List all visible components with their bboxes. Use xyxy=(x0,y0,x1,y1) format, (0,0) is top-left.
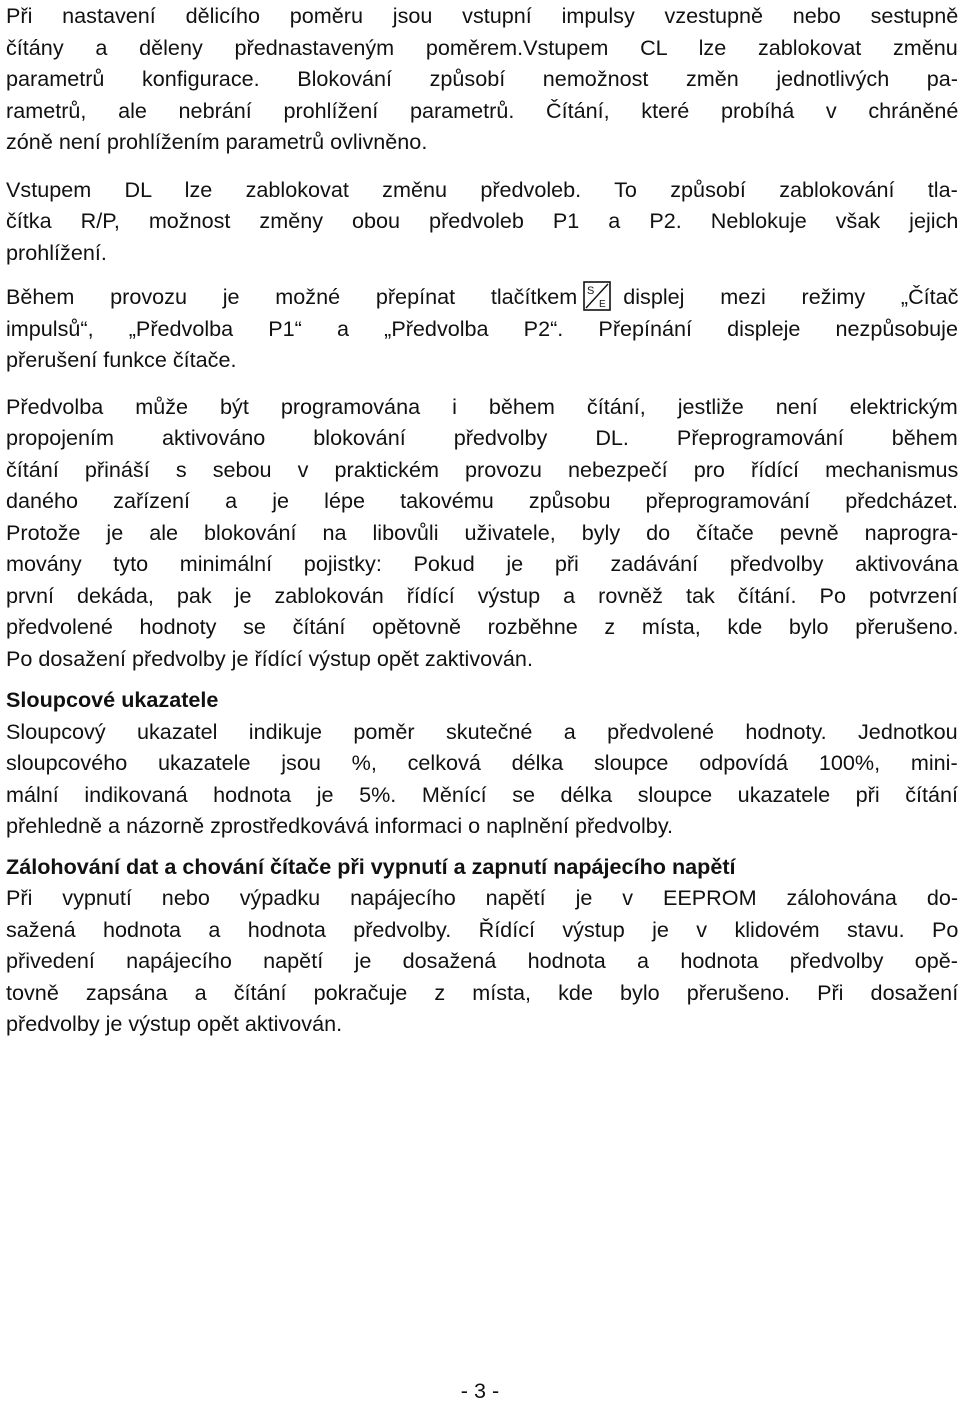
section-heading-data-backup: Zálohování dat a chování čítače při vypnutí a zapnutí napájecího napětí xyxy=(6,853,736,879)
paragraph-divider-setting xyxy=(6,0,958,158)
text-line: prohlížení. xyxy=(6,239,107,265)
page-number: - 3 - xyxy=(460,1378,500,1403)
text-line: Po dosažení předvolby je řídící výstup opět zaktivován. xyxy=(6,645,533,671)
icon-label-bottom: E xyxy=(599,299,606,310)
text-line: přehledně a názorně zprostředkovává informaci o naplnění předvolby. xyxy=(6,813,674,838)
text-line: movány tyto minimální pojistky: Pokud je při zadávání předvolby aktivována xyxy=(6,551,959,576)
text-line: Při vypnutí nebo výpadku napájecího napětí je v EEPROM zálohována do- xyxy=(6,885,959,910)
text-line: daného zařízení a je lépe takovému způsobu přeprogramování předcházet. xyxy=(6,488,959,513)
paragraph-bar-indicators xyxy=(6,716,958,842)
text-line: parametrů konfigurace. Blokování způsobí nemožnost změn jednotlivých pa- xyxy=(6,66,958,91)
text-line: přerušení funkce čítače. xyxy=(6,347,237,372)
text-line xyxy=(6,281,958,313)
text-line: Protože je ale blokování na libovůli uživatele, byly do čítače pevně naprogra- xyxy=(6,519,959,545)
text-line: Sloupcový ukazatel indikuje poměr skutečné a předvolené hodnoty. Jednotkou xyxy=(6,718,958,744)
text-line: Předvolba může být programována i během čítání, jestliže není elektrickým xyxy=(6,393,958,419)
set-enter-key-icon xyxy=(583,281,611,311)
text-line: předvolby je výstup opět aktivován. xyxy=(6,1011,343,1036)
text-line: čítka R/P, možnost změny obou předvoleb P1 a P2. Neblokuje však jejich xyxy=(6,208,959,233)
text-line: sloupcového ukazatele jsou %, celková délka sloupce odpovídá 100%, mini- xyxy=(6,750,958,775)
document-page xyxy=(6,0,958,1040)
text-line: sažená hodnota a hodnota předvolby. Řídící výstup je v klidovém stavu. Po xyxy=(6,916,959,942)
section-heading-bar-indicators: Sloupcové ukazatele xyxy=(6,687,219,712)
text-line: tovně zapsána a čítání pokračuje z místa, kde bylo přerušeno. Při dosažení xyxy=(6,979,959,1005)
paragraph-preset-programming xyxy=(6,391,958,675)
text-line: první dekáda, pak je zablokován řídící výstup a rovněž tak čítání. Po potvrzení xyxy=(6,582,958,608)
text-line: Při nastavení dělicího poměru jsou vstupní impulsy vzestupně nebo sestupně xyxy=(6,3,959,28)
text-line: přivedení napájecího napětí je dosažená hodnota a hodnota předvolby opě- xyxy=(6,948,958,973)
paragraph-data-backup xyxy=(6,882,958,1040)
text-line: propojením aktivováno blokování předvolby DL. Přeprogramování během xyxy=(6,425,958,450)
text-line: zóně není prohlížením parametrů ovlivněno. xyxy=(6,129,428,154)
text-fragment: Během provozu je možné přepínat tlačítkem xyxy=(6,284,578,309)
text-line: Vstupem DL lze zablokovat změnu předvoleb. To způsobí zablokování tla- xyxy=(6,176,958,202)
text-line: čítány a děleny přednastaveným poměrem.Vstupem CL lze zablokovat změnu xyxy=(6,34,958,60)
text-line: rametrů, ale nebrání prohlížení parametrů. Čítání, které probíhá v chráněné xyxy=(6,97,959,123)
text-line: impulsů“, „Předvolba P1“ a „Předvolba P2“. Přepínání displeje nezpůsobuje xyxy=(6,315,958,341)
paragraph-dl-input xyxy=(6,174,958,269)
text-line: mální indikovaná hodnota je 5%. Měnící se délka sloupce ukazatele při čítání xyxy=(6,781,959,807)
text-line: čítání přináší s sebou v praktickém provozu nebezpečí pro řídící mechanismus xyxy=(6,456,959,482)
text-line: předvolené hodnoty se čítání opětovně rozběhne z místa, kde bylo přerušeno. xyxy=(6,614,959,639)
paragraph-display-switch xyxy=(6,281,958,376)
icon-label-top: S xyxy=(587,285,595,297)
text-fragment: displej mezi režimy „Čítač xyxy=(623,284,959,309)
